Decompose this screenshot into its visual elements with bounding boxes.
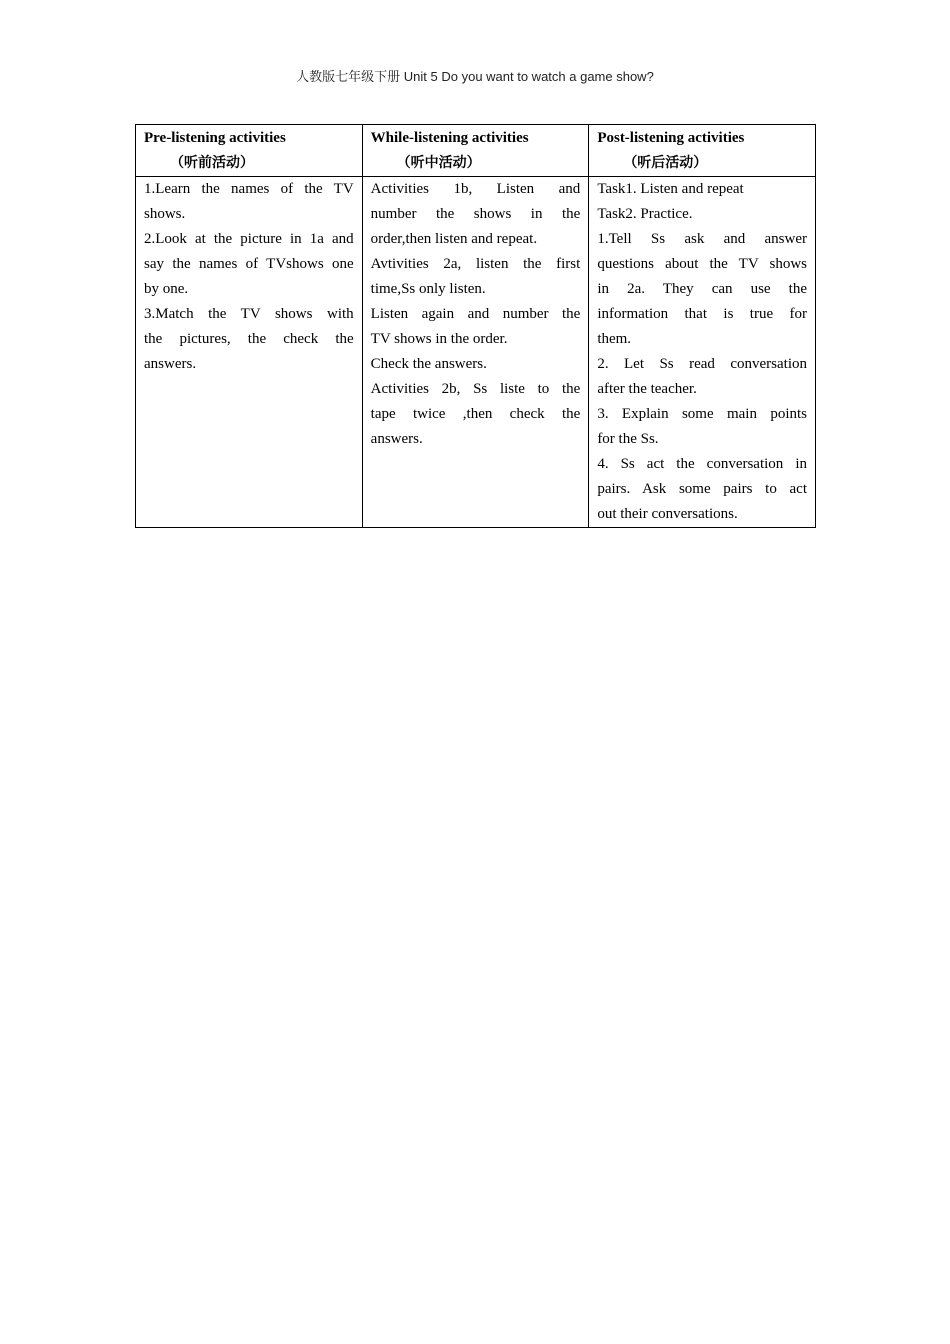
column-subtitle: （听前活动） bbox=[170, 155, 254, 171]
text-line: 1.Tell Ss ask and answer bbox=[597, 231, 807, 247]
text-line: out their conversations. bbox=[597, 506, 738, 522]
header-cell-pre bbox=[136, 125, 363, 177]
text-line: after the teacher. bbox=[597, 381, 697, 397]
text-line: Listen again and number the bbox=[370, 306, 581, 322]
text-line: the pictures, the check the bbox=[144, 331, 354, 347]
text-line: number the shows in the bbox=[370, 206, 581, 222]
column-title: While-listening activities bbox=[370, 130, 529, 146]
text-line: them. bbox=[597, 331, 632, 347]
activities-table bbox=[135, 124, 816, 528]
table-header-row bbox=[136, 125, 816, 177]
text-line: order,then listen and repeat. bbox=[370, 231, 538, 247]
text-line: Activities 1b, Listen and bbox=[370, 181, 581, 197]
text-line: 3.Match the TV shows with bbox=[144, 306, 354, 322]
column-subtitle: （听后活动） bbox=[623, 155, 708, 171]
column-title: Pre-listening activities bbox=[144, 130, 286, 146]
text-line: Check the answers. bbox=[370, 356, 487, 372]
text-line: answers. bbox=[370, 431, 423, 447]
table-body-row bbox=[136, 177, 816, 528]
text-line: for the Ss. bbox=[597, 431, 659, 447]
text-line: by one. bbox=[144, 281, 189, 297]
text-line: time,Ss only listen. bbox=[370, 281, 486, 297]
text-line: pairs. Ask some pairs to act bbox=[597, 481, 807, 497]
column-title: Post-listening activities bbox=[597, 130, 745, 146]
text-line: shows. bbox=[144, 206, 186, 222]
cell-post-listening bbox=[589, 177, 816, 528]
text-line: Activities 2b, Ss liste to the bbox=[370, 381, 581, 397]
column-subtitle: （听中活动） bbox=[396, 155, 481, 171]
text-line: say the names of TVshows one bbox=[144, 256, 354, 272]
text-line: TV shows in the order. bbox=[370, 331, 508, 347]
header-cell-while bbox=[362, 125, 589, 177]
text-line: Task1. Listen and repeat bbox=[597, 181, 744, 197]
text-line: Task2. Practice. bbox=[597, 206, 693, 222]
cell-while-listening bbox=[362, 177, 589, 528]
text-line: Avtivities 2a, listen the first bbox=[370, 256, 581, 272]
text-line: questions about the TV shows bbox=[597, 256, 807, 272]
text-line: information that is true for bbox=[597, 306, 807, 322]
text-line: in 2a. They can use the bbox=[597, 281, 807, 297]
cell-pre-listening bbox=[136, 177, 363, 528]
text-line: 4. Ss act the conversation in bbox=[597, 456, 807, 472]
text-line: answers. bbox=[144, 356, 197, 372]
text-line: 3. Explain some main points bbox=[597, 406, 807, 422]
text-line: 1.Learn the names of the TV bbox=[144, 181, 354, 197]
header-cell-post bbox=[589, 125, 816, 177]
text-line: tape twice ,then check the bbox=[370, 406, 581, 422]
page-header: 人教版七年级下册 Unit 5 Do you want to watch a game show? bbox=[296, 69, 654, 84]
text-line: 2.Look at the picture in 1a and bbox=[144, 231, 354, 247]
text-line: 2. Let Ss read conversation bbox=[597, 356, 807, 372]
